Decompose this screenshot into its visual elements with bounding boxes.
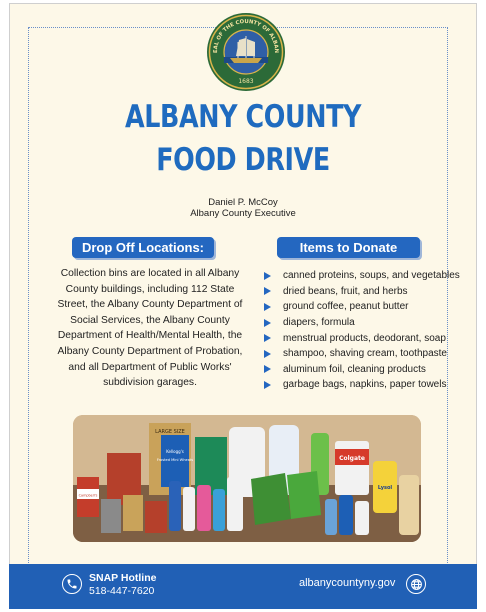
- seal-text: EAL OF THE COUNTY OF ALBAN: [212, 18, 280, 54]
- donate-item: menstrual products, deodorant, soap: [264, 330, 460, 346]
- title-line-1: ALBANY COUNTY: [124, 99, 362, 135]
- bullet-arrow-icon: [264, 272, 271, 280]
- bullet-arrow-icon: [264, 303, 271, 311]
- donate-item: shampoo, shaving cream, toothpaste: [264, 346, 460, 362]
- photo-label-large-size: LARGE SIZE: [155, 429, 185, 435]
- donations-photo: [73, 415, 421, 542]
- hotline-label: SNAP Hotline: [89, 572, 157, 584]
- donate-heading: Items to Donate: [277, 237, 420, 258]
- seal-icon: [206, 12, 286, 92]
- seal-year: 1683: [238, 78, 254, 85]
- drop-off-heading: Drop Off Locations:: [72, 237, 214, 258]
- donate-item: garbage bags, napkins, paper towels: [264, 377, 460, 393]
- globe-icon: [406, 574, 426, 594]
- hotline-number[interactable]: 518-447-7620: [89, 585, 155, 597]
- footer-bar: [9, 564, 477, 609]
- photo-label-colgate: Colgate: [339, 455, 365, 462]
- title-line-2: FOOD DRIVE: [156, 142, 330, 178]
- bullet-arrow-icon: [264, 334, 271, 342]
- donate-item: aluminum foil, cleaning products: [264, 362, 460, 378]
- bullet-arrow-icon: [264, 287, 271, 295]
- photo-label-lysol: Lysol: [377, 485, 393, 491]
- photo-label-mini-wheats: Frosted Mini Wheats: [156, 458, 194, 462]
- photo-label-kelloggs: Kellogg's: [166, 449, 184, 454]
- bullet-arrow-icon: [264, 319, 271, 327]
- donate-list: [264, 268, 460, 393]
- bullet-arrow-icon: [264, 365, 271, 373]
- website-link[interactable]: albanycountyny.gov: [299, 577, 396, 589]
- photo-label-campbells: Campbell's: [78, 493, 98, 498]
- donate-item: ground coffee, peanut butter: [264, 299, 460, 315]
- executive-name: Daniel P. McCoy: [208, 197, 278, 208]
- drop-off-text: Collection bins are located in all Albany County buildings, including 112 State Street, the Albany County Department of Social Services, the Albany County Department of Health/Mental Health, the Albany County Department of Probation, and all Department of Public Works' subdivision garages.: [57, 268, 243, 389]
- bullet-arrow-icon: [264, 350, 271, 358]
- donate-item: dried beans, fruit, and herbs: [264, 284, 460, 300]
- donate-item: diapers, formula: [264, 315, 460, 331]
- phone-icon: [62, 574, 82, 594]
- executive-title: Albany County Executive: [190, 208, 296, 219]
- donate-item: canned proteins, soups, and vegetables: [264, 268, 460, 284]
- bullet-arrow-icon: [264, 381, 271, 389]
